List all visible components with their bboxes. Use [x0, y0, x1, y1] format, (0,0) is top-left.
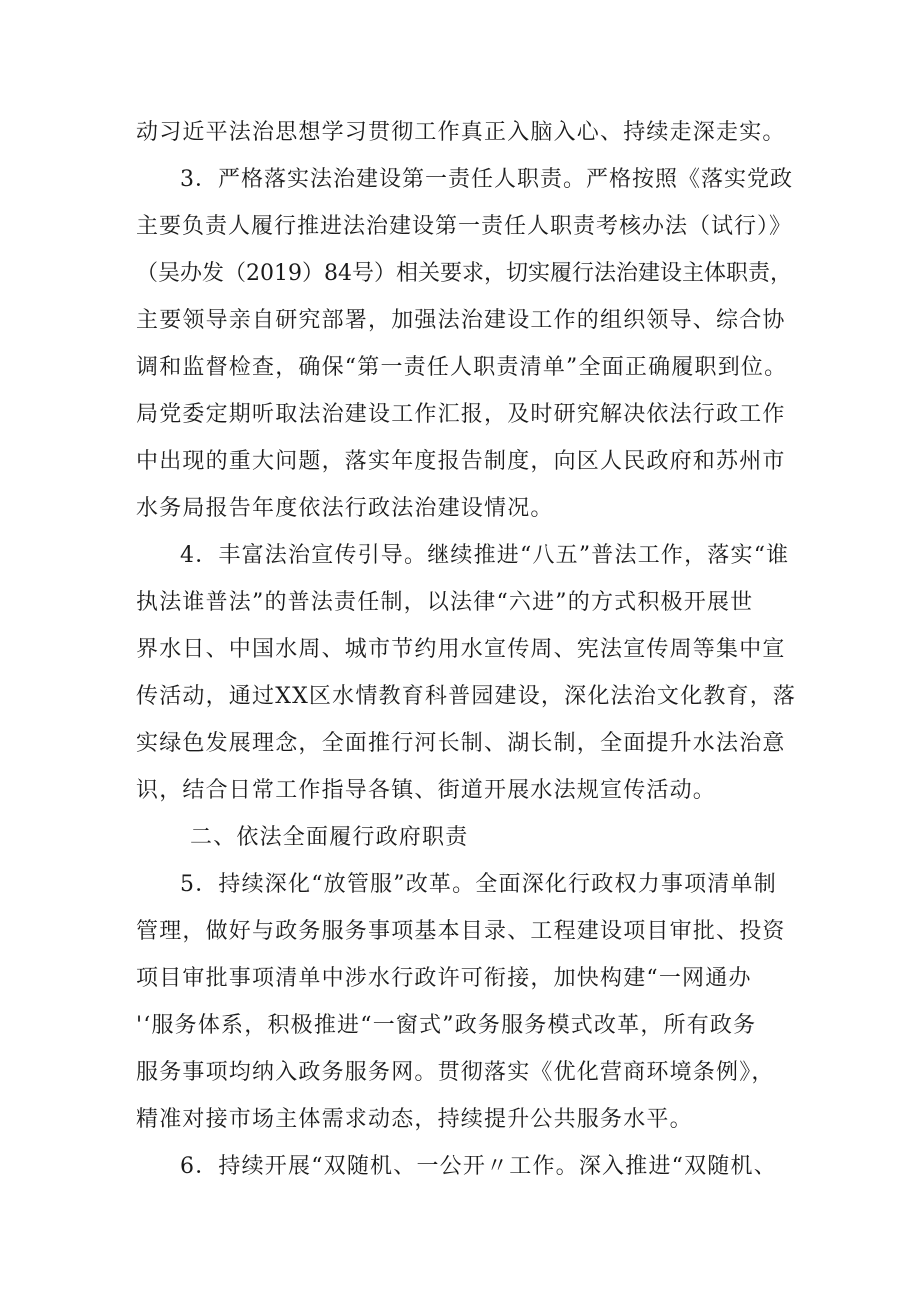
text-line: 主要领导亲自研究部署，加强法治建设工作的组织领导、综合协	[136, 308, 786, 333]
text-line: 管理，做好与政务服务事项基本目录、工程建设项目审批、投资	[136, 919, 786, 944]
paragraph-5-start: 5．持续深化“放管服”改革。全面深化行政权力事项清单制	[180, 872, 777, 897]
paragraph-4-start: 4．丰富法治宣传引导。继续推进“八五”普法工作，落实“谁	[180, 543, 790, 568]
text-line: 项目审批事项清单中涉水行政许可衔接，加快构建“一网通办	[136, 966, 752, 991]
text-line: 识，结合日常工作指导各镇、街道开展水法规宣传活动。	[136, 778, 717, 803]
text-line: '‘服务体系，积极推进“一窗式”政务服务模式改革，所有政务	[136, 1013, 757, 1038]
text-line: 水务局报告年度依法行政法治建设情况。	[136, 496, 554, 521]
paragraph-3-start: 3．严格落实法治建设第一责任人职责。严格按照《落实党政	[180, 167, 793, 192]
text-line: 执法谁普法”的普法责任制，以法律“六进”的方式积极开展世	[136, 590, 754, 615]
section-heading: 二、依法全面履行政府职责	[190, 825, 469, 850]
text-line: 调和监督检查，确保“第一责任人职责清单”全面正确履职到位。	[136, 355, 788, 380]
text-line: 中出现的重大问题，落实年度报告制度，向区人民政府和苏州市	[136, 449, 786, 474]
text-line: 传活动，通过XX区水情教育科普园建设，深化法治文化教育，落	[136, 684, 797, 709]
text-line: （吴办发（2019）84号）相关要求，切实履行法治建设主体职责，	[136, 261, 792, 286]
paragraph-6-start: 6．持续开展“双随机、一公开〃工作。深入推进“双随机、	[180, 1154, 777, 1179]
text-line: 动习近平法治思想学习贯彻工作真正入脑入心、持续走深走实。	[136, 120, 786, 145]
text-line: 精准对接市场主体需求动态，持续提升公共服务水平。	[136, 1107, 693, 1132]
text-line: 实绿色发展理念，全面推行河长制、湖长制，全面提升水法治意	[136, 731, 786, 756]
text-line: 主要负责人履行推进法治建设第一责任人职责考核办法（试行）》	[136, 214, 793, 239]
text-line: 局党委定期听取法治建设工作汇报，及时研究解决依法行政工作	[136, 402, 786, 427]
text-line: 服务事项均纳入政务服务网。贯彻落实《优化营商环境条例》，	[136, 1060, 775, 1085]
text-line: 界水日、中国水周、城市节约用水宣传周、宪法宣传周等集中宣	[136, 637, 786, 662]
